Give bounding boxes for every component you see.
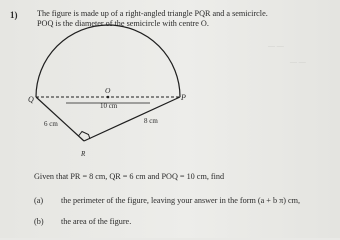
part-b-tag: (b) bbox=[34, 217, 44, 226]
question-number: 1) bbox=[10, 10, 18, 20]
given-statement: Given that PR = 8 cm, QR = 6 cm and POQ = 10 cm, find bbox=[34, 172, 225, 181]
part-a-tag: (a) bbox=[34, 196, 44, 205]
label-pr: 8 cm bbox=[144, 117, 158, 125]
centre-point bbox=[107, 96, 110, 99]
show-through-text: — — bbox=[268, 42, 284, 50]
intro-line-2: POQ is the diameter of the semicircle with centre O. bbox=[37, 19, 209, 28]
label-q: Q bbox=[28, 95, 34, 104]
part-a-text: the perimeter of the figure, leaving your answer in the form (a + b π) cm, bbox=[61, 196, 301, 205]
label-o: O bbox=[105, 86, 111, 95]
side-qr bbox=[36, 97, 84, 141]
label-r: R bbox=[81, 150, 86, 158]
side-pr bbox=[84, 97, 180, 141]
show-through-text: — — bbox=[290, 58, 306, 66]
part-b-text: the area of the figure. bbox=[61, 217, 132, 226]
intro-line-1: The figure is made up of a right-angled triangle PQR and a semicircle. bbox=[37, 9, 268, 18]
label-diameter: 10 cm bbox=[100, 102, 118, 110]
label-p: P bbox=[181, 93, 186, 102]
label-qr: 6 cm bbox=[44, 120, 58, 128]
